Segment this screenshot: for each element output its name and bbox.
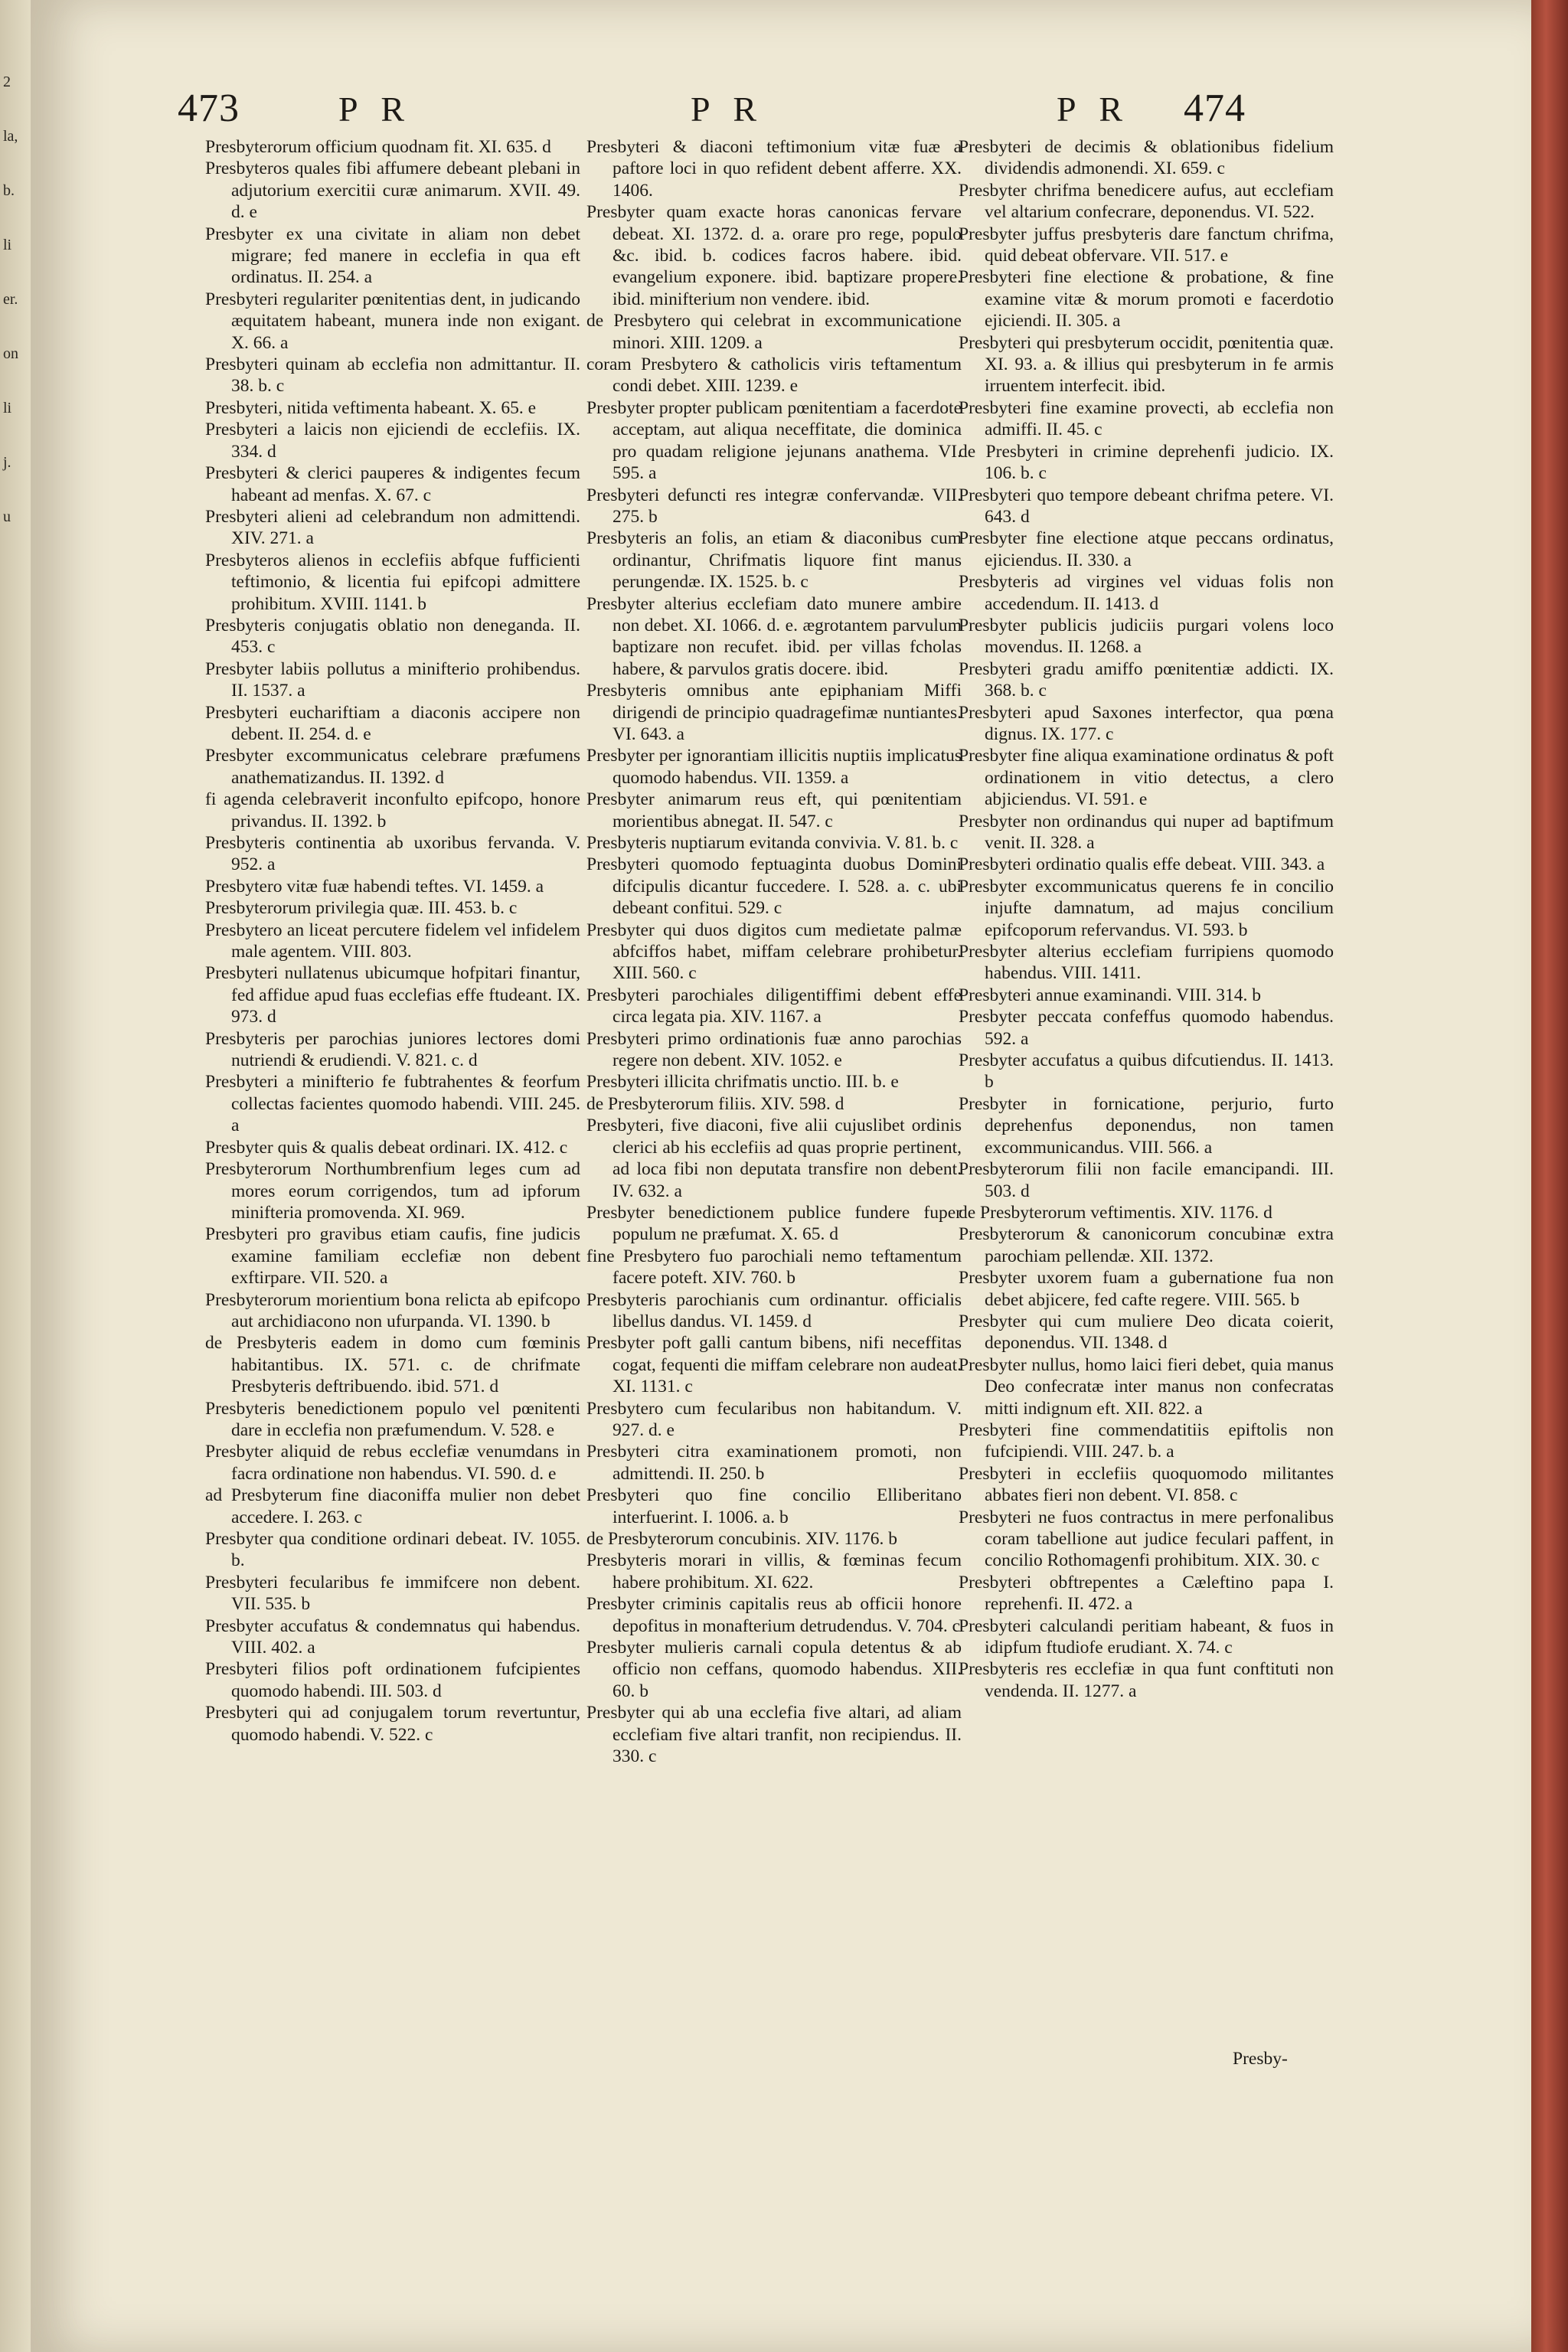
index-entry: Presbyteri gradu amiffo pœnitentiæ addicti. IX. 368. b. c: [959, 658, 1334, 701]
index-entry: Presbyter accufatus & condemnatus qui habendus. VIII. 402. a: [205, 1615, 580, 1658]
index-entry: Presbyter accufatus a quibus difcutiendus. II. 1413. b: [959, 1050, 1334, 1093]
index-entry: Presbyter poft galli cantum bibens, nifi neceffitas cogat, fequenti die miffam celebrare non audeat. XI. 1131. c: [586, 1333, 962, 1397]
index-entry: Presbyteri ne fuos contractus in mere perfonalibus coram tabellione aut judice feculari paffent, in concilio Rothomagenfi prohibitum. XIX. 30. c: [959, 1507, 1334, 1571]
index-entry: Presbyter quam exacte horas canonicas fervare debeat. XI. 1372. d. a. orare pro rege, populo &c. ibid. b. codices facros habere. ibid. evangelium exponere. ibid. baptizare propere. ibid. minifterium non vendere. ibid.: [586, 202, 962, 309]
index-entry: Presbyteris conjugatis oblatio non deneganda. II. 453. c: [205, 615, 580, 658]
right-page-number: 474: [1184, 87, 1246, 130]
index-entry: fine Presbytero fuo parochiali nemo teftamentum facere poteft. XIV. 760. b: [586, 1246, 962, 1289]
index-entry: coram Presbytero & catholicis viris teftamentum condi debet. XIII. 1239. e: [586, 354, 962, 397]
edge-fragment: b.: [3, 182, 15, 199]
index-entry: Presbyter aliquid de rebus ecclefiæ venumdans in facra ordinatione non habendus. VI. 590. d. e: [205, 1442, 580, 1484]
index-entry: Presbyteri quomodo feptuaginta duobus Domini difcipulis dicantur fuccedere. I. 528. a. c. ubi debeant confitui. 529. c: [586, 854, 962, 919]
index-entry: Presbyteri primo ordinationis fuæ anno parochias regere non debent. XIV. 1052. e: [586, 1028, 962, 1071]
index-entry: Presbyteri a laicis non ejiciendi de ecclefiis. IX. 334. d: [205, 420, 580, 462]
index-entry: Presbyteri filios poft ordinationem fufcipientes quomodo habendi. III. 503. d: [205, 1659, 580, 1701]
edge-fragment: 2: [3, 74, 11, 90]
index-entry: Presbyter juffus presbyteris dare fanctum chrifma, quid debeat obfervare. VII. 517. e: [959, 224, 1334, 266]
previous-page-edge: [0, 0, 31, 2352]
index-entry: Presbytero an liceat percutere fidelem vel infidelem male agentem. VIII. 803.: [205, 920, 580, 962]
index-entry: Presbyteri calculandi peritiam habeant, & fuos in idipfum ftudiofe erudiant. X. 74. c: [959, 1615, 1334, 1658]
index-entry: Presbyter labiis pollutus a minifterio prohibendus. II. 1537. a: [205, 658, 580, 701]
index-entry: Presbytero vitæ fuæ habendi teftes. VI. 1459. a: [205, 876, 544, 897]
index-entry: Presbyteri qui presbyterum occidit, pœnitentia quæ. XI. 93. a. & illius qui presbyterum in fe armis irruentem interfecit. ibid.: [959, 332, 1334, 397]
index-entry: Presbyteris benedictionem populo vel pœnitenti dare in ecclefia non præfumendum. V. 528. e: [205, 1398, 580, 1440]
index-entry: Presbyter publicis judiciis purgari volens loco movendus. II. 1268. a: [959, 615, 1334, 658]
index-entry: Presbyter qui duos digitos cum medietate palmæ abfciffos habet, miffam celebrare prohibetur. XIII. 560. c: [586, 920, 962, 984]
index-entry: Presbyteri fine electione & probatione, & fine examine vitæ & morum promoti e facerdotio ejiciendi. II. 305. a: [959, 267, 1334, 332]
index-entry: Presbyter benedictionem publice fundere fuper populum ne præfumat. X. 65. d: [586, 1202, 962, 1245]
left-page-number: 473: [178, 87, 240, 130]
index-entry: Presbyter propter publicam pœnitentiam a facerdote acceptam, aut aliqua neceffitate, die dominica pro quadam religione jejunans anathema. VI. 595. a: [586, 397, 962, 484]
index-entry: Presbyter peccata confeffus quomodo habendus. 592. a: [959, 1007, 1334, 1049]
index-entry: Presbyteri fine examine provecti, ab ecclefia non admiffi. II. 45. c: [959, 397, 1334, 440]
index-entry: Presbyter excommunicatus celebrare præfumens anathematizandus. II. 1392. d: [205, 746, 580, 788]
index-entry: Presbyteri obftrepentes a Cæleftino papa I. reprehenfi. II. 472. a: [959, 1572, 1334, 1615]
index-entry: Presbyteri annue examinandi. VIII. 314. b: [959, 985, 1262, 1005]
edge-fragment: u: [3, 508, 11, 525]
index-entry: Presbyteri citra examinationem promoti, non admittendi. II. 250. b: [586, 1442, 962, 1484]
edge-fragment: er.: [3, 291, 18, 308]
index-entry: Presbyteri qui ad conjugalem torum revertuntur, quomodo habendi. V. 522. c: [205, 1703, 580, 1745]
index-entry: Presbyter chrifma benedicere aufus, aut ecclefiam vel altarium confecrare, deponendus. VI. 522.: [959, 180, 1334, 223]
index-entry: Presbyteri quo fine concilio Elliberitano interfuerint. I. 1006. a. b: [586, 1485, 962, 1527]
edge-fragment: la,: [3, 128, 18, 145]
index-entry: Presbyteris continentia ab uxoribus fervanda. V. 952. a: [205, 833, 580, 875]
index-entry: Presbyteri quo tempore debeant chrifma petere. VI. 643. d: [959, 485, 1334, 527]
index-entry: Presbyteri parochiales diligentiffimi debent effe circa legata pia. XIV. 1167. a: [586, 985, 962, 1027]
index-entry: Presbyteris an folis, an etiam & diaconibus cum ordinantur, Chrifmatis liquore fint manus perungendæ. IX. 1525. b. c: [586, 528, 962, 593]
index-entry: Presbyteri euchariftiam a diaconis accipere non debent. II. 254. d. e: [205, 702, 580, 744]
index-entry: fi agenda celebraverit inconfulto epifcopo, honore privandus. II. 1392. b: [205, 789, 580, 831]
index-entry: de Presbyterorum veftimentis. XIV. 1176. d: [959, 1202, 1272, 1223]
index-entry: Presbyteri a minifterio fe fubtrahentes & feorfum collectas facientes quomodo habendi. VIII. 245. a: [205, 1072, 580, 1136]
index-entry: Presbyter fine aliqua examinatione ordinatus & poft ordinationem in vitio detectus, a clero abjiciendus. VI. 591. e: [959, 746, 1334, 810]
edge-fragment: li: [3, 400, 12, 416]
index-entry: Presbyter per ignorantiam illicitis nuptiis implicatus quomodo habendus. VII. 1359. a: [586, 746, 962, 788]
running-head-center: P R: [691, 90, 765, 129]
index-entry: Presbyteris nuptiarum evitanda convivia. V. 81. b. c: [586, 833, 959, 853]
index-entry: Presbytero cum fecularibus non habitandum. V. 927. d. e: [586, 1398, 962, 1440]
index-entry: Presbyteri ordinatio qualis effe debeat. VIII. 343. a: [959, 854, 1325, 875]
index-entry: Presbyteris ad virgines vel viduas folis non accedendum. II. 1413. d: [959, 572, 1334, 614]
index-entry: Presbyteri alieni ad celebrandum non admittendi. XIV. 271. a: [205, 506, 580, 549]
index-entry: de Presbyteri in crimine deprehenfi judicio. IX. 106. b. c: [959, 441, 1334, 484]
index-entry: Presbyteris omnibus ante epiphaniam Miffi dirigendi de principio quadragefimæ nuntiantes. VI. 643. a: [586, 681, 962, 744]
index-entry: ad Presbyterum fine diaconiffa mulier non debet accedere. I. 263. c: [205, 1485, 580, 1527]
book-cover-edge: [1531, 0, 1568, 2352]
index-entry: Presbyteris per parochias juniores lectores domi nutriendi & erudiendi. V. 821. c. d: [205, 1028, 580, 1071]
index-column-3: [959, 136, 1334, 1702]
index-entry: Presbyterorum filii non facile emancipandi. III. 503. d: [959, 1159, 1334, 1201]
edge-fragment: li: [3, 237, 12, 253]
index-entry: Presbyter mulieris carnali copula detentus & ab officio non ceffans, quomodo habendus. XII. 60. b: [586, 1638, 962, 1701]
index-entry: Presbyter fine electione atque peccans ordinatus, ejiciendus. II. 330. a: [959, 528, 1334, 570]
index-entry: Presbyter non ordinandus qui nuper ad baptifmum venit. II. 328. a: [959, 811, 1334, 853]
index-entry: Presbyteri & diaconi teftimonium vitæ fuæ a paftore loci in quo refident debent afferre. XX. 1406.: [586, 137, 962, 201]
index-entry: Presbyteri defuncti res integræ confervandæ. VII. 275. b: [586, 485, 962, 527]
index-entry: de Presbyteris eadem in domo cum fœminis habitantibus. IX. 571. c. de chrifmate Presbyteris deftribuendo. ibid. 571. d: [205, 1333, 580, 1397]
index-column-1: [205, 136, 580, 1746]
index-entry: Presbyteros quales fibi affumere debeant plebani in adjutorium exercitii curæ animarum. XVII. 49. d. e: [205, 158, 580, 223]
index-entry: Presbyteri, five diaconi, five alii cujuslibet ordinis clerici ab his ecclefiis ad quas proprie pertinent, ad loca fibi non deputata transfire non debent. IV. 632. a: [586, 1116, 962, 1201]
index-entry: Presbyteri de decimis & oblationibus fidelium dividendis admonendi. XI. 659. c: [959, 137, 1334, 179]
index-entry: Presbyteros alienos in ecclefiis abfque fufficienti teftimonio, & licentia fui epifcopi admittere prohibitum. XVIII. 1141. b: [205, 550, 580, 614]
index-entry: Presbyter alterius ecclefiam furripiens quomodo habendus. VIII. 1411.: [959, 942, 1334, 984]
index-entry: Presbyter qua conditione ordinari debeat. IV. 1055. b.: [205, 1529, 580, 1571]
index-entry: Presbyter excommunicatus querens fe in concilio injufte damnatum, ad majus concilium epifcoporum refervandus. VI. 593. b: [959, 876, 1334, 940]
index-entry: Presbyteri, nitida veftimenta habeant. X. 65. e: [205, 397, 537, 418]
index-entry: Presbyteris morari in villis, & fœminas fecum habere prohibitum. XI. 622.: [586, 1550, 962, 1592]
index-entry: Presbyter animarum reus eft, qui pœnitentiam morientibus abnegat. II. 547. c: [586, 789, 962, 831]
index-entry: Presbyterorum officium quodnam fit. XI. 635. d: [205, 137, 551, 157]
index-entry: Presbyteris res ecclefiæ in qua funt conftituti non vendenda. II. 1277. a: [959, 1659, 1334, 1701]
index-entry: Presbyterorum Northumbrenfium leges cum ad mores eorum corrigendos, tum ad ipforum minifteria promovenda. XI. 969.: [205, 1159, 580, 1223]
index-entry: de Presbytero qui celebrat in excommunicatione minori. XIII. 1209. a: [586, 311, 962, 353]
index-entry: Presbyteri nullatenus ubicumque hofpitari finantur, fed affidue apud fuas ecclefias effe ftudeant. IX. 973. d: [205, 963, 580, 1027]
index-entry: Presbyteris parochianis cum ordinantur. officialis libellus dandus. VI. 1459. d: [586, 1289, 962, 1331]
index-entry: Presbyteri pro gravibus etiam caufis, fine judicis examine familiam ecclefiæ non debent exftirpare. VII. 520. a: [205, 1224, 580, 1289]
index-entry: Presbyteri in ecclefiis quoquomodo militantes abbates fieri non debent. VI. 858. c: [959, 1463, 1334, 1506]
catchword: Presby-: [1233, 2049, 1288, 2069]
index-entry: Presbyteri fecularibus fe immifcere non debent. VII. 535. b: [205, 1572, 580, 1615]
index-entry: Presbyteri fine commendatitiis epiftolis non fufcipiendi. VIII. 247. b. a: [959, 1419, 1334, 1462]
index-entry: Presbyter quis & qualis debeat ordinari. IX. 412. c: [205, 1137, 568, 1158]
index-entry: Presbyteri & clerici pauperes & indigentes fecum habeant ad menfas. X. 67. c: [205, 463, 580, 505]
running-head-right: P R: [1057, 90, 1131, 129]
index-column-2: [586, 136, 962, 1767]
index-entry: de Presbyterorum concubinis. XIV. 1176. b: [586, 1529, 897, 1549]
index-entry: Presbyter qui ab una ecclefia five altari, ad aliam ecclefiam five altari tranfit, non recipiendus. II. 330. c: [586, 1703, 962, 1767]
index-entry: Presbyter alterius ecclefiam dato munere ambire non debet. XI. 1066. d. e. ægrotantem parvulum baptizare non recufet. ibid. per villas fcholas habere, & parvulos gratis docere. ibid.: [586, 593, 962, 679]
index-page: [31, 0, 1531, 2352]
index-entry: Presbyteri quinam ab ecclefia non admittantur. II. 38. b. c: [205, 354, 580, 397]
index-entry: Presbyter uxorem fuam a gubernatione fua non debet abjicere, fed cafte regere. VIII. 565. b: [959, 1268, 1334, 1310]
index-entry: Presbyteri illicita chrifmatis unctio. III. b. e: [586, 1072, 899, 1093]
index-entry: Presbyterorum & canonicorum concubinæ extra parochiam pellendæ. XII. 1372.: [959, 1224, 1334, 1266]
index-entry: Presbyter criminis capitalis reus ab officii honore depofitus in monafterium detrudendus. V. 704. c: [586, 1594, 962, 1636]
index-entry: Presbyterorum privilegia quæ. III. 453. b. c: [205, 898, 518, 919]
edge-fragment: j.: [3, 454, 11, 471]
running-head-left: P R: [338, 90, 413, 129]
index-entry: Presbyter qui cum muliere Deo dicata coierit, deponendus. VII. 1348. d: [959, 1311, 1334, 1354]
index-entry: Presbyter in fornicatione, perjurio, furto deprehenfus deponendus, non tamen excommunicandus. VIII. 566. a: [959, 1093, 1334, 1158]
index-entry: Presbyteri regulariter pœnitentias dent, in judicando æquitatem habeant, munera inde non exigant. X. 66. a: [205, 289, 580, 353]
index-entry: Presbyteri apud Saxones interfector, qua pœna dignus. IX. 177. c: [959, 702, 1334, 744]
index-entry: Presbyterorum morientium bona relicta ab epifcopo aut archidiacono non ufurpanda. VI. 1390. b: [205, 1289, 580, 1331]
index-entry: Presbyter ex una civitate in aliam non debet migrare; fed manere in ecclefia in qua eft ordinatus. II. 254. a: [205, 224, 580, 288]
index-entry: de Presbyterorum filiis. XIV. 598. d: [586, 1093, 844, 1114]
edge-fragment: on: [3, 345, 18, 362]
index-entry: Presbyter nullus, homo laici fieri debet, quia manus Deo confecratæ inter manus non confecratas mitti indignum eft. XII. 822. a: [959, 1354, 1334, 1419]
